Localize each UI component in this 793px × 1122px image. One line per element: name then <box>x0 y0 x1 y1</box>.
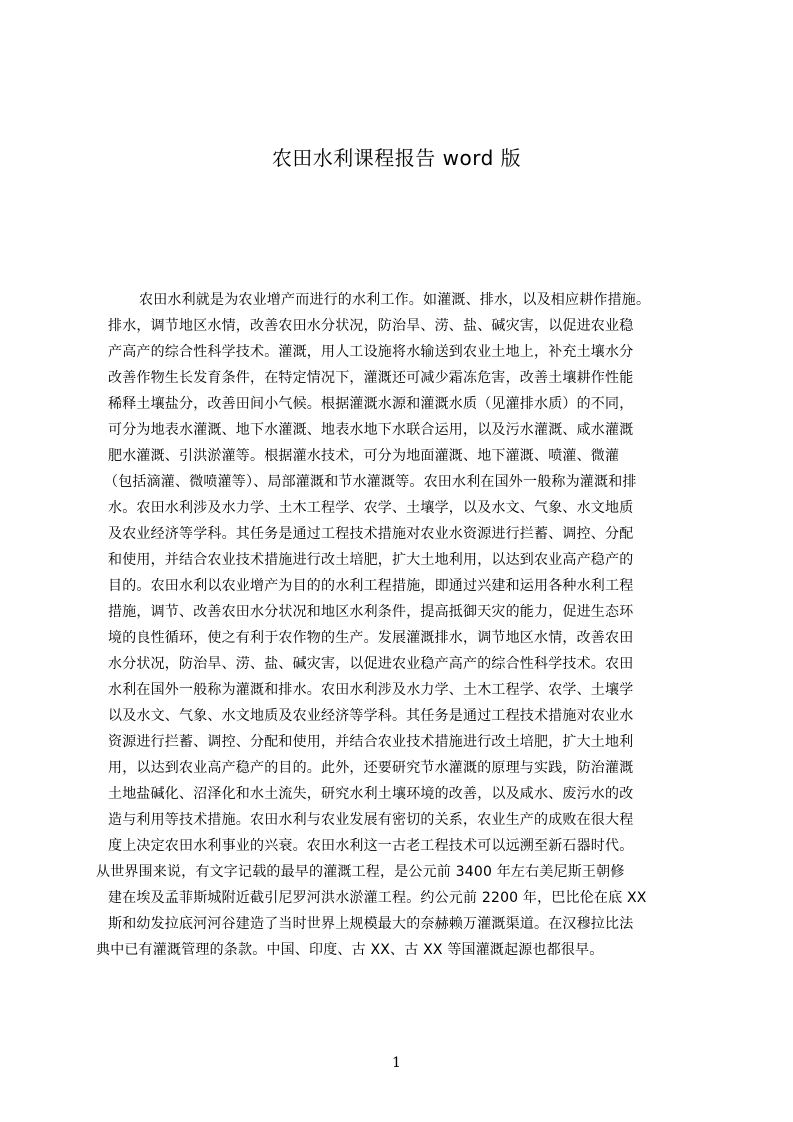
paragraph-line: 和使用，并结合农业技术措施进行改土培肥，扩大土地利用，以达到农业高产稳产的 <box>108 552 634 568</box>
page-number: 1 <box>392 1055 401 1071</box>
paragraph-line: 农田水利就是为农业增产而进行的水利工作。如灌溉、排水，以及相应耕作措施。 <box>139 292 651 308</box>
paragraph-line: 肥水灌溉、引洪淤灌等。根据灌水技术，可分为地面灌溉、地下灌溉、喷灌、微灌 <box>108 448 620 464</box>
paragraph-line: 境的良性循环，使之有利于农作物的生产。发展灌溉排水，调节地区水情，改善农田 <box>108 630 634 646</box>
paragraph-line: 改善作物生长发育条件，在特定情况下，灌溉还可减少霜冻危害，改善土壤耕作性能 <box>108 370 634 386</box>
paragraph-line: 产高产的综合性科学技术。灌溉，用人工设施将水输送到农业土地上，补充土壤水分 <box>108 344 634 360</box>
paragraph-line: 水分状况，防治旱、涝、盐、碱灾害，以促进农业稳产高产的综合性科学技术。农田 <box>108 656 634 672</box>
paragraph-line: 建在埃及孟菲斯城附近截引尼罗河洪水淤灌工程。约公元前 2200 年，巴比伦在底 XX <box>108 890 647 906</box>
paragraph-line: 度上决定农田水利事业的兴衰。农田水利这一古老工程技术可以远溯至新石器时代。 <box>108 838 634 854</box>
paragraph-line: 资源进行拦蓄、调控、分配和使用，并结合农业技术措施进行改土培肥，扩大土地利 <box>108 734 634 750</box>
paragraph-line: 水。农田水利涉及水力学、土木工程学、农学、土壤学，以及水文、气象、水文地质 <box>108 500 634 516</box>
paragraph-line: 排水，调节地区水情，改善农田水分状况，防治旱、涝、盐、碱灾害，以促进农业稳 <box>108 318 634 334</box>
document-title: 农田水利课程报告 word 版 <box>271 146 522 170</box>
paragraph-line: 目的。农田水利以农业增产为目的的水利工程措施，即通过兴建和运用各种水利工程 <box>108 578 634 594</box>
paragraph-line: 水利在国外一般称为灌溉和排水。农田水利涉及水力学、土木工程学、农学、土壤学 <box>108 682 634 698</box>
paragraph-line: 稀释土壤盐分，改善田间小气候。根据灌溉水源和灌溉水质（见灌排水质）的不同， <box>108 396 634 412</box>
paragraph-line: 造与利用等技术措施。农田水利与农业发展有密切的关系，农业生产的成败在很大程 <box>108 812 634 828</box>
paragraph-line: 可分为地表水灌溉、地下水灌溉、地表水地下水联合运用，以及污水灌溉、咸水灌溉 <box>108 422 634 438</box>
paragraph-line: 及农业经济等学科。其任务是通过工程技术措施对农业水资源进行拦蓄、调控、分配 <box>108 526 634 542</box>
paragraph-line: 斯和幼发拉底河河谷建造了当时世界上规模最大的奈赫赖万灌溉渠道。在汉穆拉比法 <box>108 916 634 932</box>
paragraph-line: 典中已有灌溉管理的条款。中国、印度、古 XX、古 XX 等国灌溉起源也都很早。 <box>96 942 604 958</box>
paragraph-line: 用，以达到农业高产稳产的目的。此外，还要研究节水灌溉的原理与实践，防治灌溉 <box>108 760 634 776</box>
paragraph-line: 土地盐碱化、沼泽化和水土流失，研究水利土壤环境的改善，以及咸水、废污水的改 <box>108 786 634 802</box>
paragraph-line: 以及水文、气象、水文地质及农业经济等学科。其任务是通过工程技术措施对农业水 <box>108 708 634 724</box>
paragraph-line: （包括滴灌、微喷灌等）、局部灌溉和节水灌溉等。农田水利在国外一般称为灌溉和排 <box>104 474 637 490</box>
paragraph-line: 从世界围来说，有文字记载的最早的灌溉工程，是公元前 3400 年左右美尼斯王朝修 <box>96 864 625 880</box>
paragraph-line: 措施，调节、改善农田水分状况和地区水利条件，提高抵御天灾的能力，促进生态环 <box>108 604 634 620</box>
